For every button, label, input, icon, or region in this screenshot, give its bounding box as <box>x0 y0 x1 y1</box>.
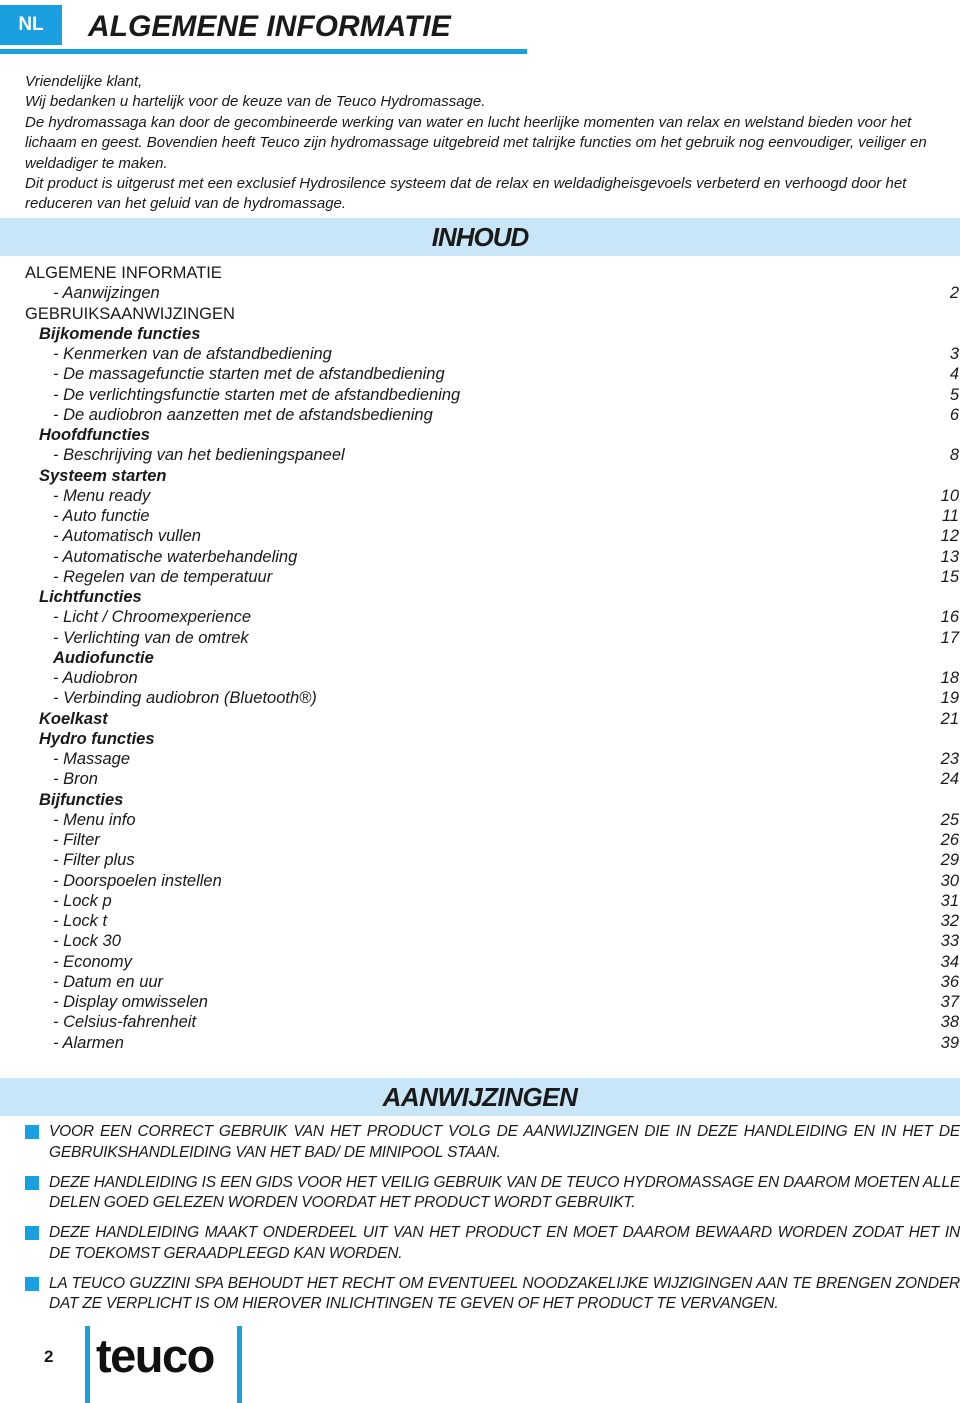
toc-entry <box>25 729 960 749</box>
toc-entry-label: - Doorspoelen instellen <box>53 871 222 890</box>
toc-entry-label: GEBRUIKSAANWIJZINGEN <box>25 304 235 323</box>
toc-entry-label: Bijkomende functies <box>39 324 201 343</box>
toc-entry-page: 12 <box>940 527 959 546</box>
toc-entry <box>25 648 960 668</box>
toc-entry <box>25 283 960 303</box>
bullet-square-icon <box>25 1277 39 1291</box>
toc-entry-label: - Display omwisselen <box>53 993 208 1011</box>
toc-entry <box>25 466 960 486</box>
toc-entry <box>25 992 960 1012</box>
toc-entry-label: Audiofunctie <box>53 648 154 667</box>
toc-entry-label: Hoofdfuncties <box>39 426 150 444</box>
toc-entry <box>25 506 960 526</box>
bullet-square-icon <box>25 1226 39 1240</box>
toc-entry-label: - De massagefunctie starten met de afstandbediening <box>53 365 445 384</box>
page-number: 2 <box>44 1347 54 1366</box>
toc-entry-page: 6 <box>949 405 959 424</box>
toc-entry-label: - Verlichting van de omtrek <box>53 628 249 647</box>
toc-entry-label: Systeem starten <box>39 466 167 485</box>
toc-entry-page: 31 <box>940 891 959 910</box>
toc-entry-page: 15 <box>940 567 959 586</box>
toc-entry-label: - Menu ready <box>53 486 151 505</box>
toc-entry-page: 4 <box>949 365 959 384</box>
toc-entry-label: - Automatisch vullen <box>53 527 201 546</box>
toc-entry <box>25 668 960 688</box>
toc-entry <box>25 405 960 425</box>
toc-entry <box>25 587 960 607</box>
toc-entry-label: - Filter <box>53 831 100 849</box>
toc-entry-page: 37 <box>940 993 959 1011</box>
toc-entry-page: 39 <box>940 1033 959 1052</box>
toc-entry <box>25 952 960 972</box>
toc-entry <box>25 1033 960 1053</box>
toc-entry-label: Bijfuncties <box>39 790 124 809</box>
toc-entry <box>25 790 960 810</box>
toc-entry-label: - Licht / Chroomexperience <box>53 608 252 627</box>
toc-entry-label: - Massage <box>53 750 131 768</box>
logo-bar-left <box>85 1326 90 1403</box>
toc-entry <box>25 911 960 931</box>
intro-paragraph-2: Dit product is uitgerust met een exclusief Hydrosilence systeem dat de relax en weldadigheisgevoels verbeterd en verhoogd door het reduceren van het geluid van de hydromassage. <box>25 175 907 213</box>
toc-entry-page: 33 <box>940 932 959 951</box>
toc-entry-page: 10 <box>940 486 959 505</box>
toc-entry <box>25 304 960 324</box>
toc-entry-label: - Audiobron <box>53 669 138 687</box>
toc-entry-page: 36 <box>940 972 959 991</box>
toc-entry-label: - Celsius-fahrenheit <box>53 1013 197 1032</box>
toc-entry <box>25 486 960 506</box>
toc-entry-label: - Economy <box>53 952 132 971</box>
toc-entry-page: 24 <box>940 770 959 789</box>
toc-entry <box>25 547 960 567</box>
toc-entry <box>25 769 960 789</box>
toc-entry-page: 11 <box>941 507 959 525</box>
toc-entry-label: - Regelen van de temperatuur <box>53 567 273 586</box>
logo-bar-right <box>237 1326 242 1403</box>
toc-entry-label: - Lock 30 <box>53 932 121 951</box>
toc-entry-label: - Lock t <box>53 912 108 930</box>
toc-entry-label: - Kenmerken van de afstandbediening <box>53 345 332 363</box>
bullet-square-icon <box>25 1176 39 1190</box>
toc-entry-page: 19 <box>940 689 959 708</box>
toc-entry <box>25 263 960 283</box>
toc-entry <box>25 688 960 708</box>
note-item <box>25 1274 960 1315</box>
toc-entry-label: - Verbinding audiobron (Bluetooth®) <box>53 689 317 708</box>
aanwijzingen-heading: AANWIJZINGEN <box>0 1078 960 1116</box>
toc-entry-label: - De audiobron aanzetten met de afstandsbediening <box>53 405 433 424</box>
toc-entry-label: - Auto functie <box>53 507 150 525</box>
toc-entry <box>25 425 960 445</box>
intro-paragraph-1: De hydromassaga kan door de gecombineerde werking van water en lucht heerlijke momenten van relax en welstand bieden voor het lichaam en geest. Bovendien heeft Teuco zijn hydromassage uitgebreid met talrijke functies om het gebruik nog eenvoudiger, veiliger en weldadiger te maken. <box>25 113 927 172</box>
toc-entry-page: 26 <box>940 831 959 849</box>
toc-entry <box>25 830 960 850</box>
toc-entry-label: ALGEMENE INFORMATIE <box>25 264 222 282</box>
toc-entry <box>25 871 960 891</box>
toc-entry-label: Koelkast <box>39 709 108 728</box>
toc-entry <box>25 526 960 546</box>
toc-entry <box>25 709 960 729</box>
page-title: ALGEMENE INFORMATIE <box>88 10 451 43</box>
toc-entry-page: 25 <box>940 810 959 829</box>
table-of-contents <box>25 263 960 1053</box>
aanwijzingen-notes <box>25 1122 960 1324</box>
toc-entry <box>25 931 960 951</box>
title-underline <box>0 49 527 54</box>
toc-entry-page: 5 <box>949 385 959 404</box>
toc-entry <box>25 1012 960 1032</box>
toc-entry-label: - Automatische waterbehandeling <box>53 547 298 566</box>
toc-entry-label: - Menu info <box>53 810 136 829</box>
toc-entry-label: - Bron <box>53 770 98 789</box>
toc-entry <box>25 445 960 465</box>
toc-entry <box>25 972 960 992</box>
toc-entry-page: 18 <box>940 669 959 687</box>
toc-entry-page: 30 <box>940 871 959 890</box>
note-text: LA TEUCO GUZZINI SPA BEHOUDT HET RECHT OM EVENTUEEL NOODZAKELIJKE WIJZIGINGEN AAN TE BRENGEN ZONDER DAT ZE VERPLICHT IS OM HIEROVER INLICHTINGEN TE GEVEN OF HET PRODUCT TE VERVANGEN. <box>49 1274 960 1312</box>
toc-entry-label: - Aanwijzingen <box>53 284 160 303</box>
intro-greeting: Vriendelijke klant, <box>25 73 143 90</box>
teuco-logo: teuco <box>96 1329 214 1382</box>
toc-entry-page: 38 <box>940 1013 959 1032</box>
note-text: VOOR EEN CORRECT GEBRUIK VAN HET PRODUCT VOLG DE AANWIJZINGEN DIE IN DEZE HANDLEIDING EN IN HET DE GEBRUIKSHANDLEIDING VAN HET BAD/ DE MINIPOOL STAAN. <box>49 1123 960 1161</box>
toc-entry-label: - Beschrijving van het bedieningspaneel <box>53 446 345 465</box>
bullet-square-icon <box>25 1125 39 1139</box>
toc-entry-page: 21 <box>940 709 959 728</box>
toc-entry-page: 29 <box>940 851 959 870</box>
toc-entry-page: 32 <box>940 912 959 930</box>
toc-entry-page: 23 <box>940 750 959 768</box>
toc-entry <box>25 891 960 911</box>
toc-entry <box>25 344 960 364</box>
note-item <box>25 1122 960 1163</box>
toc-entry-page: 8 <box>949 446 959 465</box>
toc-entry <box>25 385 960 405</box>
note-item <box>25 1173 960 1214</box>
toc-entry <box>25 364 960 384</box>
toc-entry <box>25 850 960 870</box>
note-text: DEZE HANDLEIDING MAAKT ONDERDEEL UIT VAN HET PRODUCT EN MOET DAAROM BEWAARD WORDEN ZODAT HET IN DE TOEKOMST GERAADPLEEGD KAN WORDEN. <box>49 1224 960 1262</box>
toc-entry-page: 13 <box>940 547 959 566</box>
toc-entry-page: 16 <box>940 608 959 627</box>
toc-heading: INHOUD <box>0 218 960 256</box>
toc-entry-label: Lichtfuncties <box>39 588 142 606</box>
toc-entry-page: 2 <box>949 284 959 303</box>
intro-thanks: Wij bedanken u hartelijk voor de keuze van de Teuco Hydromassage. <box>25 93 486 111</box>
toc-entry <box>25 324 960 344</box>
toc-entry-label: - Datum en uur <box>53 972 164 991</box>
toc-entry-page: 34 <box>940 952 959 971</box>
toc-entry <box>25 628 960 648</box>
toc-entry-label: Hydro functies <box>39 729 155 748</box>
toc-entry <box>25 749 960 769</box>
toc-entry-page: 3 <box>949 345 959 363</box>
toc-entry <box>25 567 960 587</box>
toc-entry-label: - Filter plus <box>53 851 135 870</box>
note-text: DEZE HANDLEIDING IS EEN GIDS VOOR HET VEILIG GEBRUIK VAN DE TEUCO HYDROMASSAGE EN DAAROM MOETEN ALLE DELEN GOED GELEZEN WORDEN VOORDAT HET PRODUCT WORDT GEBRUIKT. <box>49 1173 960 1211</box>
toc-entry <box>25 810 960 830</box>
toc-entry-label: - De verlichtingsfunctie starten met de afstandbediening <box>53 385 461 404</box>
toc-entry-page: 17 <box>940 628 959 647</box>
intro-text <box>25 72 957 215</box>
note-item <box>25 1223 960 1264</box>
toc-entry-label: - Alarmen <box>53 1033 124 1052</box>
language-tab: NL <box>0 5 62 45</box>
toc-entry-label: - Lock p <box>53 891 112 910</box>
toc-entry <box>25 607 960 627</box>
